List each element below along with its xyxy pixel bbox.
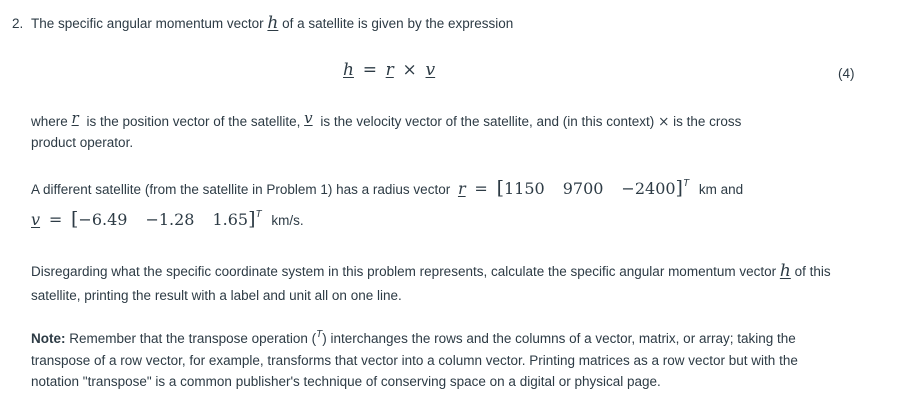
radius-vector-line: A different satellite (from the satellite in Problem 1) has a radius vector r = [1150 9700 −2400]$^T$ km and [31,177,744,199]
question-intro: 2. The specific angular momentum vector h of a satellite is given by the expression [12,13,514,33]
question-number: 2. [12,16,24,31]
radius-value: 9700 [562,179,604,198]
note-paragraph: Note: Remember that the transpose operation ($^T$) interchanges the rows and the columns of a vector, matrix, or array; taking the [31,329,796,346]
h-symbol: h [267,13,279,33]
velocity-value: 1.65 [212,210,249,229]
radius-value: −2400 [621,179,676,198]
where-paragraph: where r is the position vector of the satellite, v is the velocity vector of the satellite, and (in this context) × is the cross [31,109,742,130]
equation: h = r × v [343,60,436,80]
task-paragraph: Disregarding what the specific coordinate system in this problem represents, calculate the specific angular momentum vector h of this [31,261,831,281]
velocity-value: −6.49 [78,210,128,229]
equation-number: (4) [838,66,855,81]
velocity-value: −1.28 [145,210,195,229]
velocity-vector-line: v = [−6.49 −1.28 1.65]$^T$ km/s. [31,208,304,230]
problem-page: 2. The specific angular momentum vector h of a satellite is given by the expression h = r × v (4) where r is the position vector of the satellite, v is the velocity vector of the satellite, and (in this context) × is the cross product operator. A different satellite (from the satellite in Problem 1) has a radius vector r = [1150 9700 −2400]$^T$ km and v = [−6.49 −1.28 1.65]$^T$ km/s. Disregarding what the specific coordinate system in this problem represents, calculate the specific angular momentum vector h of this satellite, printing the result with a label and unit all on one line. Note: Remember that the transpose operation ($^T$) interchanges the rows and the columns of a vector, matrix, or array; taking the transpose of a row vector, for example, transforms that vector into a column vector. Printing matrices as a row vector but with the notation "transpose" is a common publisher's technique of conserving space on a digital or physical page. [12,13,855,389]
radius-value: 1150 [503,179,545,198]
note-label: Note: [31,331,66,346]
